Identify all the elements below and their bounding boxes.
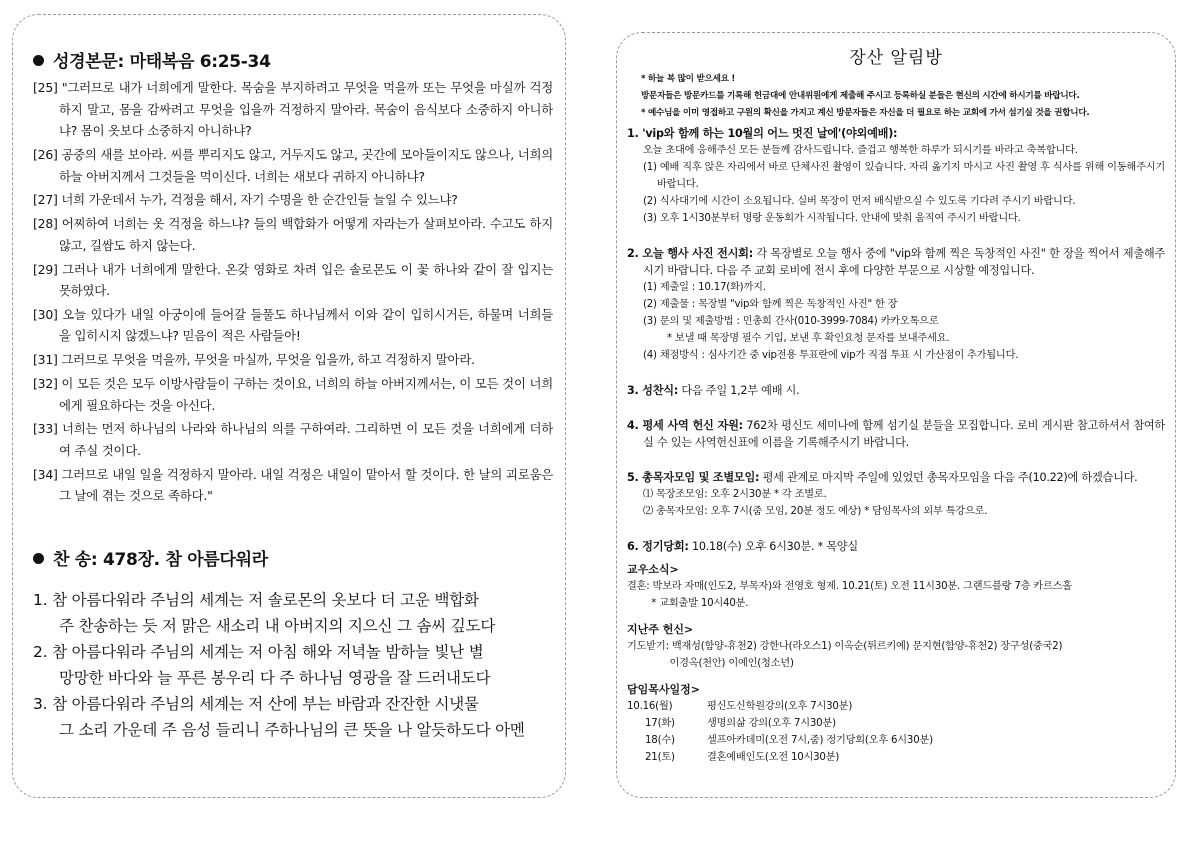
announcement-item [627, 417, 1165, 451]
church-news-line: 결혼: 박보라 자매(인도2, 부목자)와 전영호 형제. 10.21(토) 오전 11시30분. 그랜드블랑 7층 카르스홀 [627, 581, 1072, 592]
announcement-heading [627, 382, 1165, 399]
announcement-item [627, 382, 1165, 399]
announcement-item [627, 469, 1165, 520]
bullet-dot-icon [33, 553, 44, 564]
verse: [30] 오늘 있다가 내일 아궁이에 들어갈 들풀도 하나님께서 이와 같이 입히시거든, 하물며 너희들을 입히시지 않겠느냐? 믿음이 적은 사람들아! [33, 306, 553, 344]
announcement-heading [627, 125, 1165, 142]
verse: [29] 그러나 내가 너희에게 말한다. 온갖 영화로 차려 입은 솔로몬도 이 꽃 하나와 같이 잘 입지는 못하였다. [33, 261, 553, 299]
announcement-label: 5. 총목자모임 및 조별모임: [627, 471, 760, 484]
announcement-item [627, 245, 1165, 364]
announcement-list [627, 125, 1165, 573]
announcement-text: 다음 주일 1,2부 예배 시. [678, 384, 800, 397]
offering-line: 이경옥(천안) 이예인(청소년) [627, 658, 794, 669]
announcement-detail: (2) 제출물 : 목장별 "vip와 함께 찍은 독창적인 사진" 한 장 [643, 299, 898, 310]
schedule-row [627, 732, 933, 749]
announcement-detail: (4) 채점방식 : 심사기간 중 vip전용 투표란에 vip가 직접 투표 시 가산점이 추가됩니다. [643, 350, 1019, 361]
announcements-title: 장산 알림방 [849, 48, 943, 68]
schedule-row [627, 698, 933, 715]
verse: [32] 이 모든 것은 모두 이방사람들이 구하는 것이요, 너희의 하늘 아버지께서는, 이 모든 것이 너희에게 필요하다는 것을 아신다. [33, 376, 553, 413]
offering-line: 기도받기: 백재성(함양-휴천2) 강한나(라오스1) 이옥순(튀르키예) 문지현(함양-휴천2) 장구성(중국2) [627, 641, 1063, 652]
verse: [26] 공중의 새를 보아라. 씨를 뿌리지도 않고, 거두지도 않고, 곳간에 모아들이지도 않으나, 너희의 하늘 아버지께서 그것들을 먹이신다. 너희는 새보다 귀하지 아니하냐? [33, 146, 553, 184]
schedule-title: 담임목사일정> [627, 683, 700, 696]
announcement-detail: (2) 식사대기에 시간이 소요됩니다. 실버 목장이 먼저 배식받으실 수 있도록 기다려 주시기 바랍니다. [643, 196, 1076, 207]
notice-line: 방문자들은 방문카드를 기록해 헌금대에 안내위원에게 제출해 주시고 등록하실 분들은 현신의 시간에 하시기를 바랍니다. [641, 91, 1080, 101]
announcement-label: 1. 'vip와 함께 하는 10월의 어느 멋진 날에'(야외예배): [627, 127, 898, 140]
hymn-stanza: 3. 참 아름다워라 주님의 세계는 저 산에 부는 바람과 잔잔한 시냇물 그 소리 가운데 주 음성 들리니 주하나님의 큰 뜻을 나 알듯하도다 아멘 [33, 695, 525, 739]
announcements-panel [616, 32, 1176, 798]
verse: [33] 너희는 먼저 하나님의 나라와 하나님의 의를 구하여라. 그리하면 이 모든 것을 너희에게 더하여 주실 것이다. [33, 421, 553, 458]
announcement-detail: (3) 문의 및 제출방법 : 민총희 간사(010-3999-7084) 카카오톡으로 [643, 316, 939, 327]
scripture-hymn-panel [12, 14, 566, 798]
visitor-notices [637, 71, 1157, 122]
schedule-date: 21(토) [645, 752, 675, 763]
schedule-event: 결혼예배인도(오전 10시30분) [707, 752, 840, 763]
schedule-row [627, 715, 933, 732]
church-news-line: * 교회출발 10시40분. [627, 598, 749, 609]
church-news-title: 교우소식> [627, 563, 679, 576]
announcement-label: 3. 성찬식: [627, 384, 679, 397]
verse: [34] 그러므로 내일 일을 걱정하지 말아라. 내일 걱정은 내일이 맡아서 할 것이다. 한 날의 괴로움은 그 날에 겪는 것으로 족하다." [33, 466, 553, 504]
hymn-title: 찬 송: 478장. 참 아름다워라 [53, 550, 268, 570]
schedule-date: 17(화) [645, 718, 675, 729]
scripture-heading [33, 47, 271, 72]
announcement-text: 평세 관계로 마지막 주일에 있었던 총목자모임을 다음 주(10.22)에 하겠습니다. [759, 471, 1138, 484]
hymn-lyrics [33, 587, 558, 743]
scripture-verses [33, 77, 553, 509]
announcement-text: 762차 평신도 세미나에 함께 섬기실 분들을 모집합니다. 로비 게시판 참고하셔서 참여하실 수 있는 사역헌신표에 이름을 기록해주시기 바랍니다. [643, 419, 1165, 449]
scripture-title: 성경본문: 마태복음 6:25-34 [53, 52, 271, 72]
announcement-heading [627, 469, 1165, 486]
news-blocks [627, 553, 1167, 766]
announcement-heading [627, 245, 1165, 279]
announcement-label: 2. 오늘 행사 사진 전시회: [627, 247, 753, 260]
schedule-date: 18(수) [645, 735, 675, 746]
hymn-stanza: 2. 참 아름다워라 주님의 세계는 저 아침 해와 저녁놀 밤하늘 빛난 별 망망한 바다와 늘 푸른 봉우리 다 주 하나님 영광을 잘 드러내도다 [33, 643, 491, 687]
notice-line: * 하늘 복 많이 받으세요 ! [641, 74, 736, 84]
verse: [31] 그러므로 무엇을 먹을까, 무엇을 마실까, 무엇을 입을까, 하고 걱정하지 말아라. [33, 352, 475, 368]
notice-line: * 예수님을 이미 영접하고 구원의 확신을 가지고 계신 방문자들은 자신을 더 필요로 하는 교회에 가서 섬기실 것을 권합니다. [641, 108, 1090, 118]
announcement-label: 6. 정기당회: [627, 540, 689, 553]
announcement-detail: 오늘 초대에 응해주신 모든 분들께 감사드립니다. 즐겁고 행복한 하루가 되시기를 바라고 축복합니다. [643, 145, 1078, 156]
announcement-detail: ⑴ 목장조모임: 오후 2시30분 * 각 조별로. [643, 489, 827, 500]
schedule-event: 생명의삶 강의(오후 7시30분) [707, 718, 836, 729]
announcement-detail: * 보낼 때 목장명 필수 기입, 보낸 후 확인요청 문자를 보내주세요. [667, 333, 950, 344]
bullet-dot-icon [33, 55, 44, 66]
announcement-label: 4. 평세 사역 헌신 자원: [627, 419, 743, 432]
announcement-heading [627, 417, 1165, 451]
announcement-detail: (3) 오후 1시30분부터 명랑 운동회가 시작됩니다. 안내에 맞춰 움직여 주시기 바랍니다. [643, 213, 1021, 224]
hymn-heading [33, 545, 268, 570]
offering-list [627, 638, 1167, 672]
announcement-detail: (1) 예배 직후 앉은 자리에서 바로 단체사진 촬영이 있습니다. 자리 옮기지 마시고 사진 촬영 후 식사를 위해 이동해주시기 바랍니다. [643, 162, 1165, 190]
offering-title: 지난주 헌신> [627, 623, 694, 636]
hymn-stanza: 1. 참 아름다워라 주님의 세계는 저 솔로몬의 옷보다 더 고운 백합화 주 찬송하는 듯 저 맑은 새소리 내 아버지의 지으신 그 솜씨 깊도다 [33, 591, 496, 635]
church-news [627, 578, 1167, 612]
announcement-text: 10.18(수) 오후 6시30분. * 목양실 [688, 540, 858, 553]
verse: [28] 어찌하여 너희는 옷 걱정을 하느냐? 들의 백합화가 어떻게 자라는가 살펴보아라. 수고도 하지 않고, 길쌈도 하지 않는다. [33, 216, 553, 253]
schedule-date: 10.16(월) [627, 701, 673, 712]
schedule-row [627, 749, 933, 766]
schedule-event: 평신도신학원강의(오후 7시30분) [707, 701, 853, 712]
announcement-item [627, 125, 1165, 227]
schedule-event: 셀프아카데미(오전 7시,줌) 정기당회(오후 6시30분) [707, 735, 933, 746]
verse: [25] "그러므로 내가 너희에게 말한다. 목숨을 부지하려고 무엇을 먹을까 또는 무엇을 마실까 걱정하지 말고, 몸을 감싸려고 무엇을 입을까 걱정하지 말아라. 목숨이 음식보다 소중하지 아니하냐? 몸이 옷보다 소중하지 아니하냐? [33, 80, 553, 139]
announcement-detail: (1) 제출일 : 10.17(화)까지. [643, 282, 766, 293]
verse: [27] 너희 가운데서 누가, 걱정을 해서, 자기 수명을 한 순간인들 늘일 수 있느냐? [33, 192, 458, 208]
announcement-detail: ⑵ 총목자모임: 오후 7시(줌 모임, 20분 정도 예상) * 담임목사의 외부 특강으로. [643, 506, 988, 517]
announcement-text: 각 목장별로 오늘 행사 중에 "vip와 함께 찍은 독창적인 사진" 한 장을 찍어서 제출해주시기 바랍니다. 다음 주 교회 로비에 전시 후에 다양한 부문으로 시상할 예정입니다. [643, 247, 1165, 277]
pastor-schedule [627, 698, 933, 766]
